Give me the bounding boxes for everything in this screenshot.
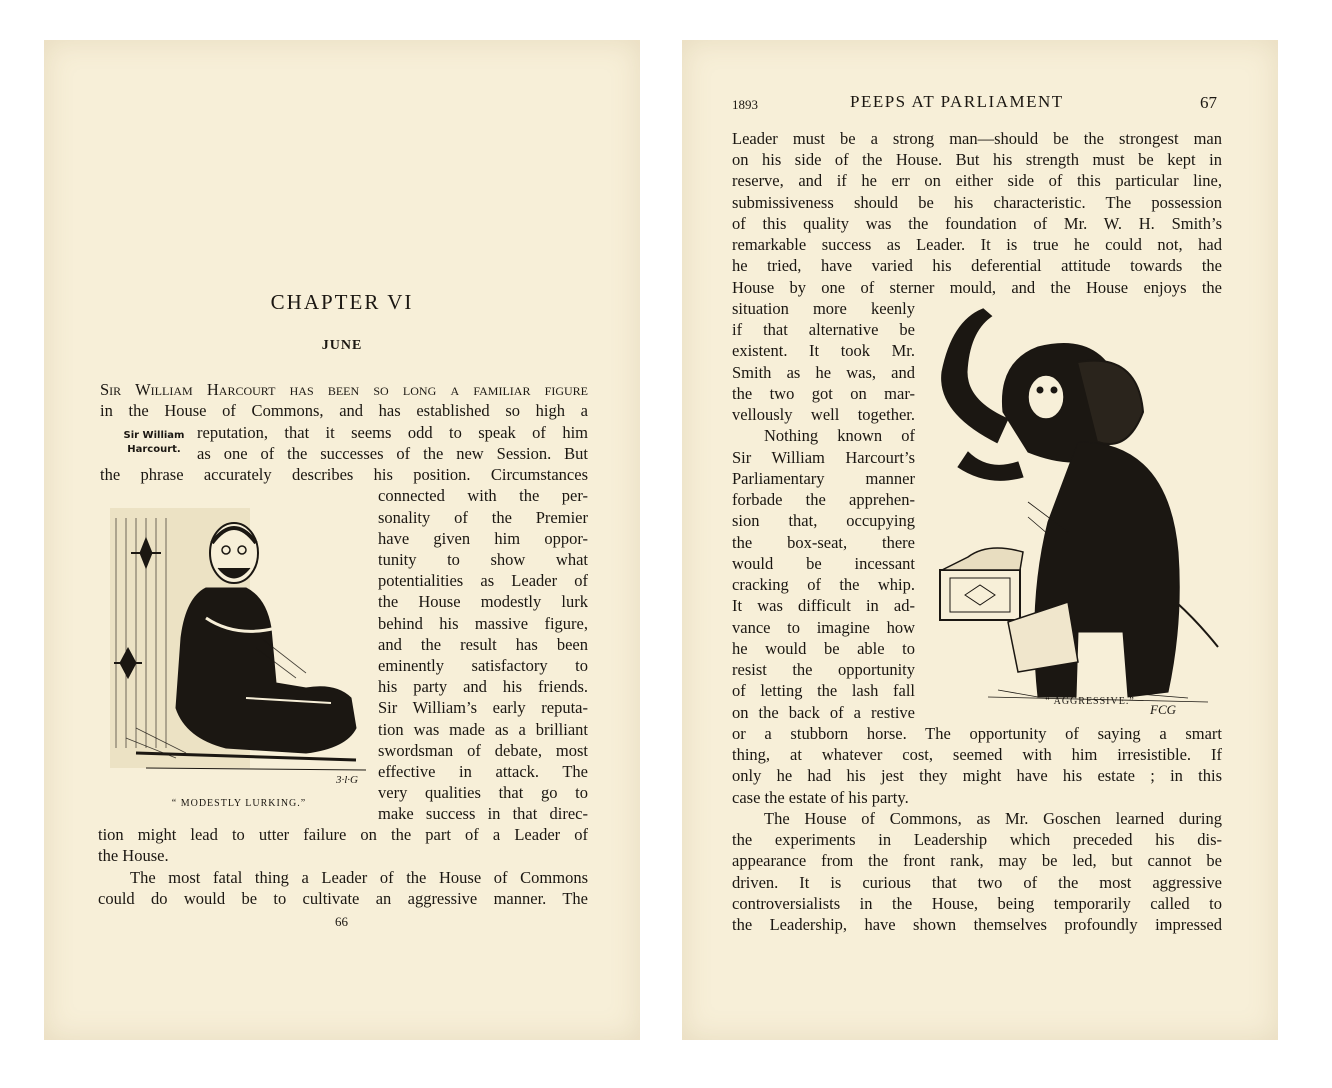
text-line: swordsman of debate, most <box>378 741 588 760</box>
text-line: case the estate of his party. <box>732 788 909 807</box>
text-line: reserve, and if he err on either side of this particular line, <box>732 171 1222 190</box>
margin-note <box>104 429 204 457</box>
text-line: if that alternative be <box>732 320 915 339</box>
text-line: sonality of the Premier <box>378 508 588 527</box>
text-line: on his side of the House. But his strength must be kept in <box>732 150 1222 169</box>
chapter-title: CHAPTER VI <box>270 290 414 314</box>
page-number: 67 <box>1200 93 1217 112</box>
text-line: he would be able to <box>732 639 915 658</box>
text-line: Parliamentary manner <box>732 469 915 488</box>
text-line: connected with the per- <box>378 486 588 505</box>
text-line: would be incessant <box>732 554 915 573</box>
text-line: driven. It is curious that two of the most aggressive <box>732 873 1222 892</box>
text-line: or a stubborn horse. The opportunity of saying a smart <box>732 724 1222 743</box>
text-line: The House of Commons, as Mr. Goschen learned during <box>764 809 1222 828</box>
text-line: Sir William Harcourt’s <box>732 448 915 467</box>
page-number: 66 <box>335 914 348 929</box>
text-line: behind his massive figure, <box>378 614 588 633</box>
text-line: controversialists in the House, being temporarily called to <box>732 894 1222 913</box>
text-line <box>100 379 588 400</box>
chapter-subtitle: JUNE <box>321 338 363 353</box>
illustration-caption: “ AGGRESSIVE.” <box>1045 696 1135 707</box>
text-line: Leader must be a strong man—should be the strongest man <box>732 129 1222 148</box>
left-page <box>44 40 640 1040</box>
text-line: thing, at whatever cost, seemed with him irresistible. If <box>732 745 1222 764</box>
text-line: only he had his jest they might have his estate ; in this <box>732 766 1222 785</box>
text-line: House by one of sterner mould, and the House enjoys the <box>732 278 1222 297</box>
text-line: in the House of Commons, and has established so high a <box>100 401 588 420</box>
text-line: of letting the lash fall <box>732 681 915 700</box>
margin-note-line: Harcourt. <box>127 444 181 455</box>
text-line: the box-seat, there <box>732 533 915 552</box>
text-line-content: Sir William Harcourt has been so long a familiar figure <box>100 380 588 399</box>
text-line: situation more keenly <box>732 299 915 318</box>
text-line: vellously well together. <box>732 405 915 424</box>
text-line: Nothing known of <box>764 426 915 445</box>
text-line: the experiments in Leadership which preceded his dis- <box>732 830 1222 849</box>
text-line: make success in that direc- <box>378 804 588 823</box>
margin-note-line: Sir William <box>123 430 185 441</box>
text-line: tion might lead to utter failure on the part of a Leader of <box>98 825 588 844</box>
running-head-year: 1893 <box>732 97 758 112</box>
text-line: and the result has been <box>378 635 588 654</box>
text-line: the two got on mar- <box>732 384 915 403</box>
text-line: tion was made as a brilliant <box>378 720 588 739</box>
text-line: cracking of the whip. <box>732 575 915 594</box>
text-line: reputation, that it seems odd to speak of him <box>197 423 588 442</box>
text-line: the Leadership, have shown themselves profoundly impressed <box>732 915 1222 934</box>
running-head-title: PEEPS AT PARLIAMENT <box>850 92 1064 111</box>
text-line: appearance from the front rank, may be led, but cannot be <box>732 851 1222 870</box>
text-line: sion that, occupying <box>732 511 915 530</box>
text-line: as one of the successes of the new Session. But <box>197 444 588 463</box>
text-line: the phrase accurately describes his position. Circumstances <box>100 465 588 484</box>
text-line: remarkable success as Leader. It is true he could not, had <box>732 235 1222 254</box>
svg-text:3·l·G: 3·l·G <box>336 774 358 786</box>
right-page <box>682 40 1278 1040</box>
text-line: tunity to show what <box>378 550 588 569</box>
text-line: the House. <box>98 846 169 865</box>
text-line: forbade the apprehen- <box>732 490 915 509</box>
text-line: submissiveness should be his characteristic. The possession <box>732 193 1222 212</box>
text-line: have given him oppor- <box>378 529 588 548</box>
text-line: he tried, have varied his deferential attitude towards the <box>732 256 1222 275</box>
text-line: effective in attack. The <box>378 762 588 781</box>
text-line: his party and his friends. <box>378 677 588 696</box>
svg-text:FCG: FCG <box>1150 702 1176 717</box>
text-line: the House modestly lurk <box>378 592 588 611</box>
text-line: potentialities as Leader of <box>378 571 588 590</box>
text-line: The most fatal thing a Leader of the House of Commons <box>130 868 588 887</box>
text-line: Smith as he was, and <box>732 363 915 382</box>
text-line: could do would be to cultivate an aggressive manner. The <box>98 889 588 908</box>
text-line: Sir William’s early reputa- <box>378 698 588 717</box>
illustration-caption: “ MODESTLY LURKING.” <box>171 798 307 809</box>
text-line: eminently satisfactory to <box>378 656 588 675</box>
illustration-modestly-lurking <box>106 498 368 788</box>
text-line: vance to imagine how <box>732 618 915 637</box>
text-line: on the back of a restive <box>732 703 915 722</box>
text-line: of this quality was the foundation of Mr. W. H. Smith’s <box>732 214 1222 233</box>
text-line: resist the opportunity <box>732 660 915 679</box>
text-line: very qualities that go to <box>378 783 588 802</box>
text-line: existent. It took Mr. <box>732 341 915 360</box>
text-line: It was difficult in ad- <box>732 596 915 615</box>
